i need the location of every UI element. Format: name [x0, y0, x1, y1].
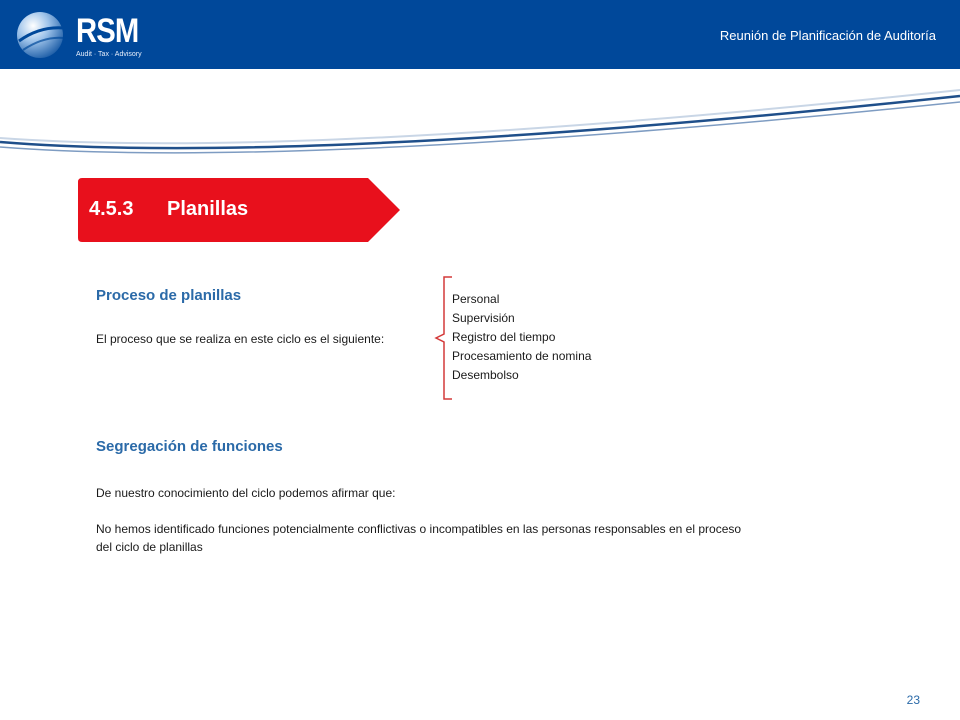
- page-number: 23: [906, 693, 920, 707]
- decorative-swoosh: [0, 80, 960, 170]
- process-text: El proceso que se realiza en este ciclo es el siguiente:: [96, 332, 385, 346]
- bracket-icon: [432, 276, 454, 400]
- section-title: Planillas: [167, 198, 249, 220]
- segregation-text-line2: del ciclo de planillas: [96, 540, 203, 554]
- banner-heading: [89, 199, 248, 219]
- presentation-title: Reunión de Planificación de Auditoría: [719, 28, 936, 43]
- list-item: Supervisión: [452, 311, 515, 325]
- list-item: Registro del tiempo: [452, 330, 556, 344]
- list-item: Personal: [452, 292, 500, 306]
- logo-wordmark: RSM: [76, 12, 139, 50]
- segregation-text-line1: No hemos identificado funciones potencialmente conflictivas o incompatibles en las personas responsables en el proceso: [96, 522, 742, 536]
- segregation-heading: Segregación de funciones: [96, 438, 283, 455]
- process-steps-list: [452, 290, 591, 385]
- header-bar: [0, 0, 960, 69]
- section-number: 4.5.3: [89, 198, 134, 220]
- rsm-logo: [14, 8, 144, 64]
- process-heading: Proceso de planillas: [96, 287, 242, 304]
- list-item: Desembolso: [452, 368, 519, 382]
- segregation-intro: De nuestro conocimiento del ciclo podemos afirmar que:: [96, 486, 396, 500]
- list-item: Procesamiento de nomina: [452, 349, 592, 363]
- globe-icon: [14, 8, 70, 64]
- logo-tagline: Audit · Tax · Advisory: [76, 51, 142, 58]
